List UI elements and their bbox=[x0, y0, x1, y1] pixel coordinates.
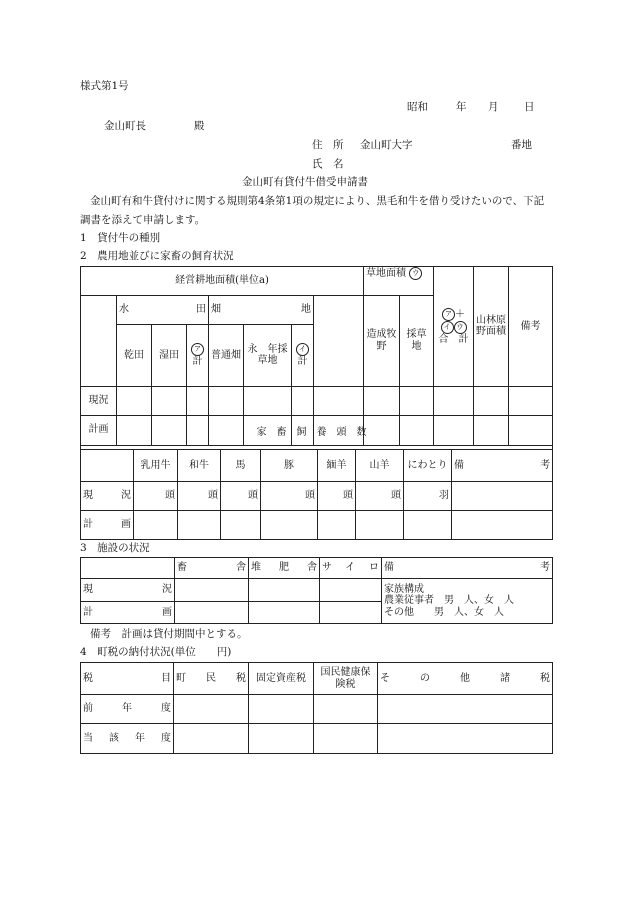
row-prev-year: 前年度 bbox=[81, 695, 174, 724]
zosei-header: 造成牧野 bbox=[364, 296, 400, 387]
dairy-current[interactable]: 頭 bbox=[134, 482, 178, 511]
pig-current[interactable]: 頭 bbox=[261, 482, 318, 511]
circle-u-icon: ウ bbox=[454, 321, 467, 334]
livestock-remarks: 備考 bbox=[452, 450, 553, 482]
upland-subtotal-header bbox=[292, 325, 314, 387]
name-label: 氏 名 bbox=[312, 158, 344, 170]
col-dairy: 乳用牛 bbox=[134, 450, 178, 482]
livestock-table bbox=[80, 415, 553, 540]
circle-i-icon: イ bbox=[441, 321, 454, 334]
row-current-label: 現況 bbox=[81, 579, 175, 602]
section-3-heading: 3 施設の状況 bbox=[80, 542, 150, 554]
circle-u-icon: ウ bbox=[409, 267, 422, 280]
banchi-label: 番地 bbox=[511, 139, 532, 151]
col-wagyu: 和牛 bbox=[178, 450, 221, 482]
section-2-heading: 2 農用地並びに家畜の飼育状況 bbox=[80, 250, 234, 262]
row-current-label: 現況 bbox=[81, 482, 134, 511]
col-sheep: 緬羊 bbox=[318, 450, 356, 482]
wagyu-current[interactable]: 頭 bbox=[178, 482, 221, 511]
row-current-year: 当該年度 bbox=[81, 724, 174, 754]
date-month: 月 bbox=[488, 101, 499, 113]
col-horse: 馬 bbox=[221, 450, 261, 482]
row-plan-label: 計画 bbox=[81, 511, 134, 540]
sheep-current[interactable]: 頭 bbox=[318, 482, 356, 511]
section-1-heading: 1 貸付牛の種別 bbox=[80, 232, 161, 244]
livestock-title: 家畜飼養頭数 bbox=[81, 416, 553, 450]
total-label: 合 計 bbox=[438, 333, 469, 345]
total-header bbox=[434, 267, 474, 387]
kanden-header: 乾田 bbox=[117, 325, 152, 387]
facility-remarks: 備考 bbox=[382, 558, 553, 579]
paddy-header: 水田 bbox=[117, 296, 209, 325]
row-plan-label: 計画 bbox=[81, 602, 175, 624]
col-chicken: にわとり bbox=[404, 450, 452, 482]
col-tax-item: 税目 bbox=[81, 663, 174, 695]
male-count[interactable]: 男 人、 bbox=[444, 595, 484, 607]
col-barn: 畜舎 bbox=[175, 558, 249, 579]
date-day: 日 bbox=[524, 101, 535, 113]
family-info bbox=[382, 579, 553, 624]
body-text: 金山町有和牛貸付けに関する規則第4条第1項の規定により、黒毛和牛を借り受けたいので、下記調書を添えて申請します。 bbox=[80, 195, 545, 226]
circle-a-icon: ア bbox=[191, 343, 204, 356]
col-health-tax: 国民健康保険税 bbox=[314, 663, 378, 695]
female-count[interactable]: 女 人 bbox=[474, 606, 504, 618]
col-compost: 堆肥舎 bbox=[249, 558, 320, 579]
grass-area-label: 草地面積 bbox=[366, 268, 407, 279]
col-pig: 豚 bbox=[261, 450, 318, 482]
date-era: 昭和 bbox=[407, 101, 428, 113]
subtotal-label: 計 bbox=[297, 356, 308, 367]
col-resident-tax: 町民税 bbox=[174, 663, 249, 695]
eines-header: 永 年採草地 bbox=[244, 325, 292, 387]
col-other-tax: その他諸税 bbox=[378, 663, 553, 695]
form-number: 様式第1号 bbox=[80, 80, 129, 92]
addressee: 金山町長 bbox=[104, 120, 146, 132]
address-label: 住 所 bbox=[312, 139, 344, 151]
honorific: 殿 bbox=[194, 120, 205, 132]
paddy-subtotal-header bbox=[187, 325, 209, 387]
farm-worker-label: 農業従事者 bbox=[384, 595, 434, 607]
futsuhata-header: 普通畑 bbox=[209, 325, 244, 387]
subtotal-label: 計 bbox=[192, 356, 203, 367]
farm-area-header: 経営耕地面積(単位a) bbox=[81, 267, 364, 296]
row-current-label: 現況 bbox=[81, 386, 117, 415]
grass-area-header bbox=[364, 267, 434, 296]
row-plan-label: 計画 bbox=[81, 415, 117, 445]
upland-header: 畑地 bbox=[209, 296, 314, 325]
note-text: 備考 計画は貸付期間中とする。 bbox=[90, 628, 248, 640]
plus-sign: ＋ bbox=[455, 308, 466, 320]
col-property-tax: 固定資産税 bbox=[249, 663, 314, 695]
facilities-table bbox=[80, 557, 553, 624]
address-value: 金山町大字 bbox=[360, 139, 413, 151]
other-label: その他 bbox=[384, 606, 414, 618]
tax-table bbox=[80, 662, 553, 754]
col-silo: サイロ bbox=[320, 558, 382, 579]
remarks-header: 備考 bbox=[509, 267, 553, 387]
goat-current[interactable]: 頭 bbox=[356, 482, 404, 511]
circle-i-icon: イ bbox=[296, 343, 309, 356]
page-title: 金山町有貸付牛借受申請書 bbox=[242, 176, 368, 188]
shitsuden-header: 湿田 bbox=[152, 325, 187, 387]
circle-a-icon: ア bbox=[442, 308, 455, 321]
female-count[interactable]: 女 人 bbox=[484, 595, 514, 607]
section-4-heading: 4 町税の納付状況(単位 円) bbox=[80, 646, 232, 658]
horse-current[interactable]: 頭 bbox=[221, 482, 261, 511]
male-count[interactable]: 男 人、 bbox=[434, 606, 474, 618]
saiso-header: 採草地 bbox=[400, 296, 434, 387]
forest-area-header: 山林原野面積 bbox=[474, 267, 509, 387]
chicken-current[interactable]: 羽 bbox=[404, 482, 452, 511]
family-label: 家族構成 bbox=[384, 583, 424, 595]
col-goat: 山羊 bbox=[356, 450, 404, 482]
date-year: 年 bbox=[456, 101, 467, 113]
